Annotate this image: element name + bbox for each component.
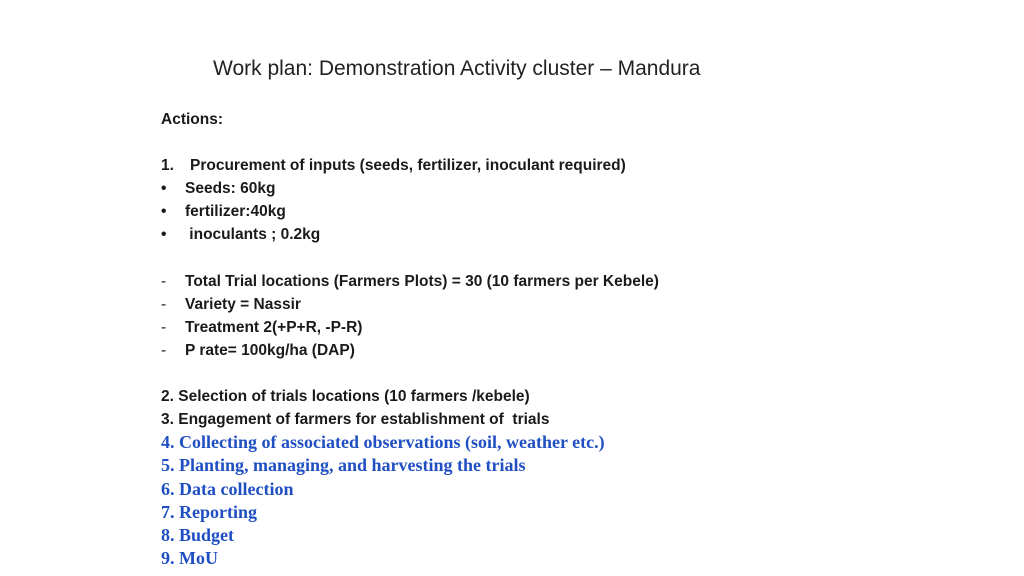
bullet-text: inoculants ; 0.2kg [185,226,321,244]
dash-marker: - [161,295,167,313]
step-item-highlighted: 8. Budget [161,524,235,545]
step-item-highlighted: 5. Planting, managing, and harvesting the trials [161,455,526,476]
dash-item [161,270,659,293]
slide-title: Work plan: Demonstration Activity cluster – Mandura [213,57,701,80]
bullet-marker: • [161,226,167,244]
bullet-text: Seeds: 60kg [185,180,276,198]
bullet-marker: • [161,180,167,198]
step-1 [161,154,659,177]
dash-item [161,316,659,339]
dash-item [161,339,659,362]
spacer [161,131,659,154]
bullet-text: fertilizer:40kg [185,203,286,221]
step-item-highlighted: 6. Data collection [161,478,294,499]
bullet-item [161,223,659,246]
dash-text: Treatment 2(+P+R, -P-R) [185,318,363,336]
step-1-number: 1. [161,157,174,175]
actions-heading: Actions: [161,111,223,128]
dash-text: Total Trial locations (Farmers Plots) = 30 (10 farmers per Kebele) [185,272,659,290]
step-item: 2. Selection of trials locations (10 farmers /kebele) [161,388,530,406]
step-1-label: Procurement of inputs (seeds, fertilizer, inoculant required) [190,157,626,175]
dash-marker: - [161,318,167,336]
step-item-highlighted: 7. Reporting [161,501,257,522]
dash-marker: - [161,272,167,290]
slide-body [161,108,659,570]
bullet-marker: • [161,203,167,221]
spacer [161,362,659,385]
step-item: 3. Engagement of farmers for establishment of trials [161,411,550,429]
dash-item [161,293,659,316]
dash-text: Variety = Nassir [185,295,301,313]
step-item-highlighted: 9. MoU [161,547,218,568]
bullet-item [161,200,659,223]
bullet-item [161,177,659,200]
dash-marker: - [161,341,167,359]
spacer [161,247,659,270]
step-item-highlighted: 4. Collecting of associated observations (soil, weather etc.) [161,432,605,453]
dash-text: P rate= 100kg/ha (DAP) [185,341,355,359]
